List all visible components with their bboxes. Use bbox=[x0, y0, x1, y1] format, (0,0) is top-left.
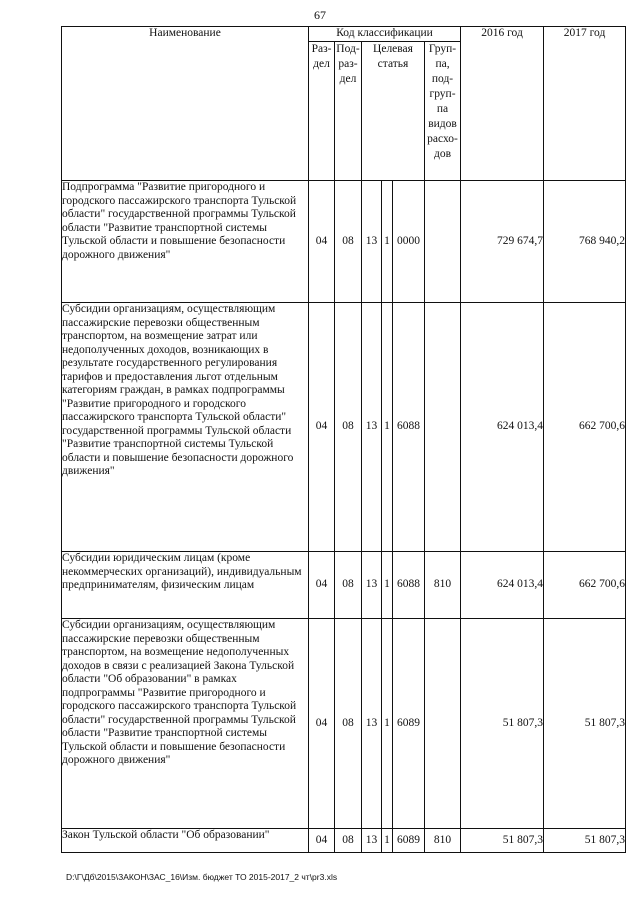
row-target-1: 13 bbox=[362, 829, 382, 853]
page-number: 67 bbox=[314, 8, 326, 22]
header-year-2017: 2017 год bbox=[544, 27, 626, 181]
row-expense-group: 810 bbox=[425, 829, 461, 853]
row-target-1: 13 bbox=[362, 181, 382, 303]
row-target-3: 6088 bbox=[393, 303, 425, 552]
row-expense-group bbox=[425, 181, 461, 303]
row-expense-group bbox=[425, 619, 461, 829]
row-target-1: 13 bbox=[362, 303, 382, 552]
row-name: Субсидии организациям, осуществляющим пассажирские перевозки общественным транспортом, на возмещение недополученных доходов в связи с реализацией Закона Тульской области "Об образовании" в рамках подпрограммы "Развитие пригородного и городского пассажирского транспорта Тульской области" государственной программы Тульской области "Развитие транспортной системы Тульской области и повышение безопасности дорожного движения" bbox=[62, 619, 309, 829]
row-section: 04 bbox=[309, 552, 335, 619]
row-2017: 51 807,3 bbox=[544, 829, 626, 853]
row-2016: 51 807,3 bbox=[461, 619, 544, 829]
row-target-2: 1 bbox=[382, 303, 393, 552]
row-expense-group: 810 bbox=[425, 552, 461, 619]
row-section: 04 bbox=[309, 303, 335, 552]
row-section: 04 bbox=[309, 829, 335, 853]
row-name: Субсидии организациям, осуществляющим пассажирские перевозки общественным транспортом, на возмещение затрат или недополученных доходов, возникающих в результате государственного регулирования тарифов и предоставления льгот отдельным категориям граждан, в рамках подпрограммы "Развитие пригородного и городского пассажирского транспорта Тульской области" государственной программы Тульской области "Развитие транспортной системы Тульской области и повышение безопасности дорожного движения" bbox=[62, 303, 309, 552]
row-target-3: 6088 bbox=[393, 552, 425, 619]
row-2017: 768 940,2 bbox=[544, 181, 626, 303]
row-2017: 51 807,3 bbox=[544, 619, 626, 829]
row-name: Закон Тульской области "Об образовании" bbox=[62, 829, 309, 853]
table-row bbox=[62, 181, 626, 303]
row-subsection: 08 bbox=[335, 619, 362, 829]
header-name: Наименование bbox=[62, 27, 309, 181]
header-subsection: Под- раз- дел bbox=[335, 42, 362, 181]
row-subsection: 08 bbox=[335, 303, 362, 552]
row-target-2: 1 bbox=[382, 552, 393, 619]
row-name: Субсидии юридическим лицам (кроме некоммерческих организаций), индивидуальным предпринимателям, физическим лицам bbox=[62, 552, 309, 619]
row-2016: 624 013,4 bbox=[461, 303, 544, 552]
row-name: Подпрограмма "Развитие пригородного и городского пассажирского транспорта Тульской области" государственной программы Тульской области "Развитие транспортной системы Тульской области и повышение безопасности дорожного движения" bbox=[62, 181, 309, 303]
row-2017: 662 700,6 bbox=[544, 552, 626, 619]
header-section: Раз- дел bbox=[309, 42, 335, 181]
row-2016: 51 807,3 bbox=[461, 829, 544, 853]
row-target-1: 13 bbox=[362, 552, 382, 619]
table-row bbox=[62, 619, 626, 829]
table-row bbox=[62, 303, 626, 552]
row-subsection: 08 bbox=[335, 552, 362, 619]
table-row bbox=[62, 552, 626, 619]
row-section: 04 bbox=[309, 619, 335, 829]
row-expense-group bbox=[425, 303, 461, 552]
row-section: 04 bbox=[309, 181, 335, 303]
footer-file-path: D:\Г\Дб\2015\ЗАКОН\ЗАС_16\Изм. бюджет ТО 2015-2017_2 чт\pr3.xls bbox=[66, 872, 338, 882]
row-2016: 624 013,4 bbox=[461, 552, 544, 619]
header-year-2016: 2016 год bbox=[461, 27, 544, 181]
header-target: Целевая статья bbox=[362, 42, 425, 181]
row-target-1: 13 bbox=[362, 619, 382, 829]
row-subsection: 08 bbox=[335, 829, 362, 853]
row-subsection: 08 bbox=[335, 181, 362, 303]
row-target-3: 6089 bbox=[393, 829, 425, 853]
row-target-3: 0000 bbox=[393, 181, 425, 303]
row-target-2: 1 bbox=[382, 619, 393, 829]
row-2016: 729 674,7 bbox=[461, 181, 544, 303]
row-target-2: 1 bbox=[382, 829, 393, 853]
header-expense-group: Груп- па, под- груп- па видов расхо- дов bbox=[425, 42, 461, 181]
table-row bbox=[62, 829, 626, 853]
header-code-group: Код классификации bbox=[309, 27, 461, 42]
row-2017: 662 700,6 bbox=[544, 303, 626, 552]
row-target-2: 1 bbox=[382, 181, 393, 303]
budget-table bbox=[61, 26, 626, 853]
row-target-3: 6089 bbox=[393, 619, 425, 829]
